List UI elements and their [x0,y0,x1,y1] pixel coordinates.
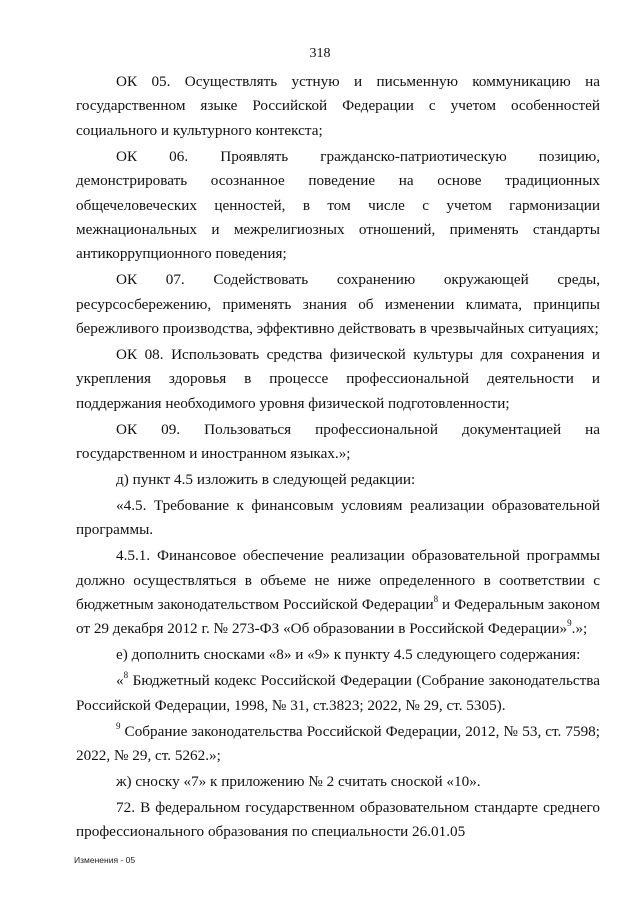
footnote-8-marker: 8 [123,670,129,681]
paragraph-ok07: ОК 07. Содействовать сохранению окружающей среды, ресурсосбережению, применять знания об изменении климата, принципы бережливого производства, эффективно действовать в чрезвычайных ситуациях; [76,271,600,338]
footnote-8-text: Бюджетный кодекс Российской Федерации (Собрание законодательства Российской Федерации, 1998, № 31, ст.3823; 2022, № 29, ст. 5305). [76,672,600,714]
paragraph-4-5-1-text-a: 4.5.1. Финансовое обеспечение реализации образовательной программы должно осуществляться в объеме не ниже определенного в соответствии с бюджетным законодательством Российской Федерации [76,547,600,614]
paragraph-item-d: д) пункт 4.5 изложить в следующей редакции: [116,471,416,488]
footnote-9-text: Собрание законодательства Российской Федерации, 2012, № 53, ст. 7598; 2022, № 29, ст. 5262.»; [76,722,600,764]
paragraph-4-5-1-text-b: и Федеральным законом от 29 декабря 2012 г. № 273-ФЗ «Об образовании в Российской Федерации» [76,596,600,638]
footnote-8-quote: « [116,672,124,690]
footnote-ref-9: 9 [567,618,572,629]
footnote-ref-8: 8 [433,593,439,604]
footer-label: Изменения - 05 [74,855,136,865]
paragraph-ok05: ОК 05. Осуществлять устную и письменную коммуникацию на государственном языке Российской Федерации с учетом особенностей социального и культурного контекста; [76,73,600,139]
paragraph-4-5: «4.5. Требование к финансовым условиям реализации образовательной программы. [76,496,600,539]
footnote-9-marker: 9 [116,720,121,731]
footnote-9 [76,720,600,769]
footnote-8 [76,669,600,718]
paragraph-item-e: е) дополнить сносками «8» и «9» к пункту 4.5 следующего содержания: [116,646,581,664]
paragraph-ok09: ОК 09. Пользоваться профессиональной документацией на государственном и иностранном языках.»; [76,420,600,463]
paragraph-4-5-1 [76,544,600,642]
paragraph-item-zh: ж) сноску «7» к приложению № 2 считать сноской «10». [116,772,481,790]
paragraph-4-5-1-text-c: .»; [571,620,588,638]
page-number: 318 [309,46,331,61]
paragraph-72: 72. В федеральном государственном образовательном стандарте среднего профессионального образования по специальности 26.01.05 [76,798,600,841]
document-body [76,70,600,845]
paragraph-ok08: ОК 08. Использовать средства физической культуры для сохранения и укрепления здоровья в процессе профессиональной деятельности и поддержания необходимого уровня физической подготовленности; [76,345,600,412]
paragraph-ok06: ОК 06. Проявлять гражданско-патриотическую позицию, демонстрировать осознанное поведение на основе традиционных общечеловеческих ценностей, в том числе с учетом гармонизации межнациональных и межрелигиозных отношений, применять стандарты антикоррупционного поведения; [76,147,600,263]
